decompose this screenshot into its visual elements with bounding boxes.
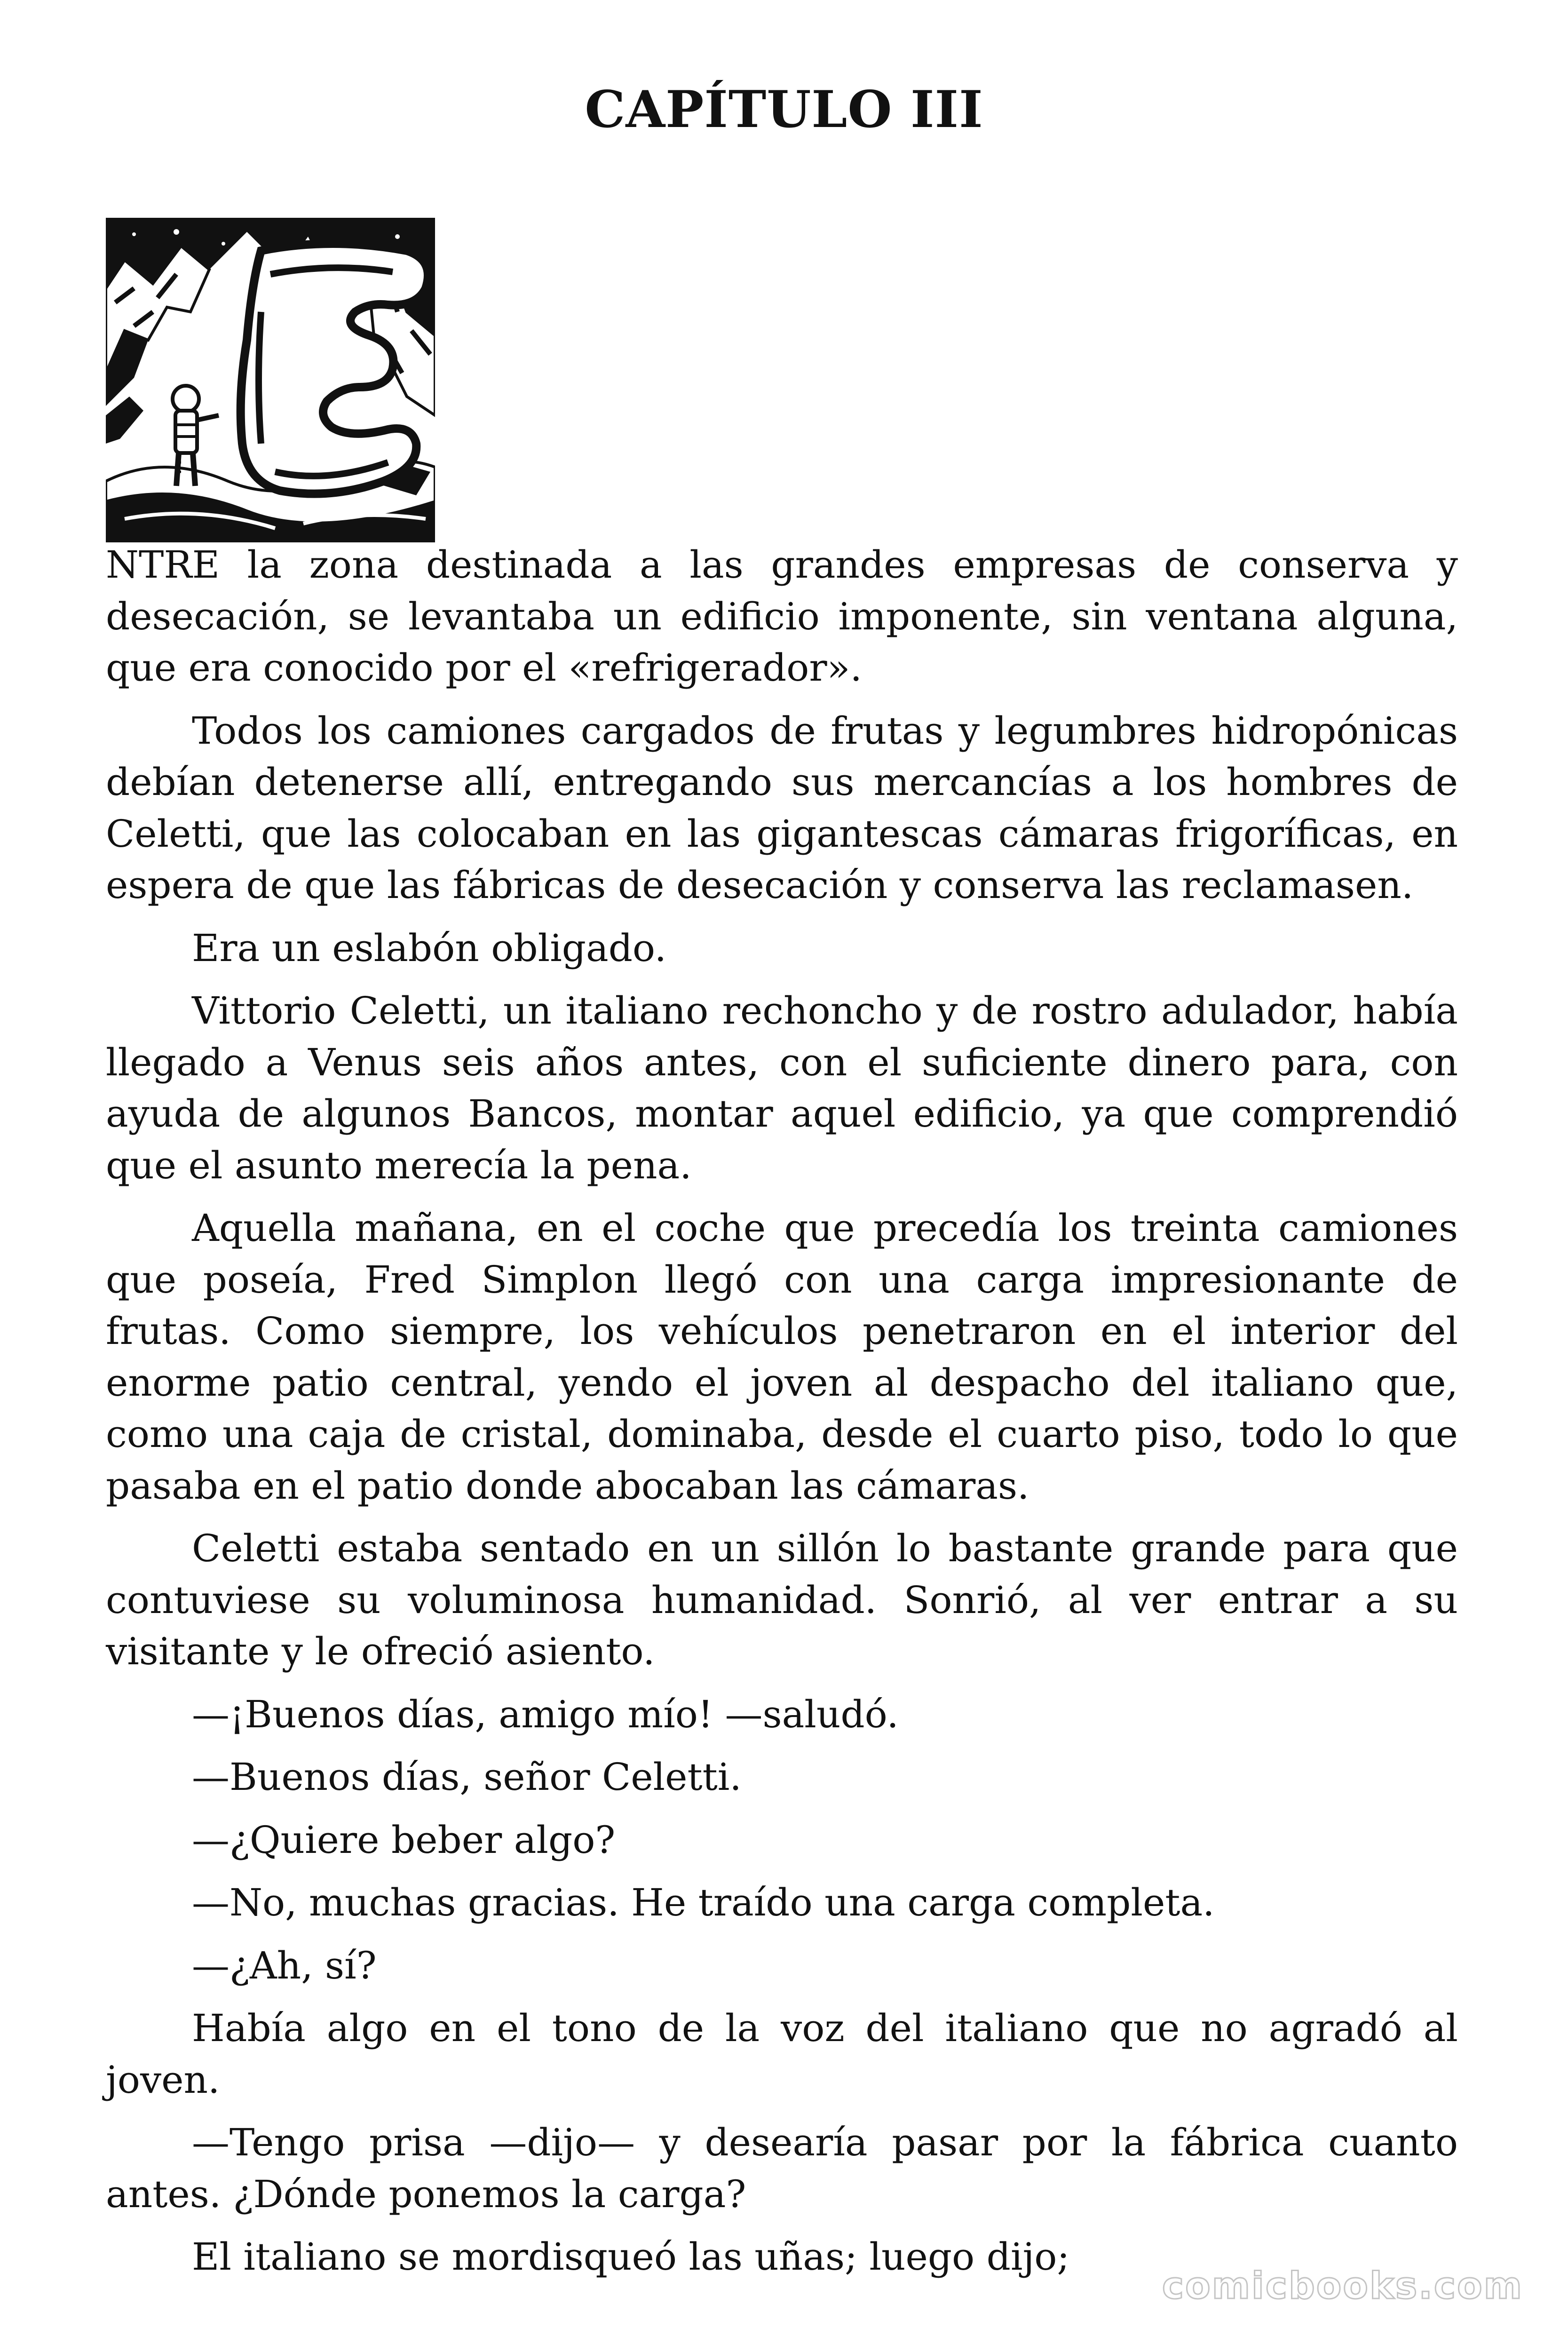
dialogue-line: —¿Quiere beber algo? [192,1818,616,1862]
paragraph: El italiano se mordisqueó las uñas; luego dijo; [192,2235,1070,2279]
paragraph: NTRE la zona destinada a las grandes empresas de conserva y desecación, se levantaba un edificio imponente, sin ventana alguna, que era conocido por el «refrigerador». [106,543,1458,690]
paragraph: Vittorio Celetti, un italiano rechoncho y de rostro adulador, había llegado a Venus seis años antes, con el suficiente dinero para, con ayuda de algunos Bancos, montar aquel edificio, ya que comprendió que el asunto merecía la pena. [106,989,1458,1187]
paragraph: Aquella mañana, en el coche que precedía los treinta camiones que poseía, Fred Simplon llegó con una carga impresionante de frutas. Como siempre, los vehículos penetraron en el interior del enorme patio central, yendo el joven al despacho del italiano que, como una caja de cristal, dominaba, desde el cuarto piso, todo lo que pasaba en el patio donde abocaban las cámaras. [106,1206,1458,1508]
watermark: comicbooks.com [1162,2265,1523,2307]
body-text [106,539,1458,2294]
paragraph: Era un eslabón obligado. [192,926,667,970]
paragraph: Todos los camiones cargados de frutas y legumbres hidropónicas debían detenerse allí, entregando sus mercancías a los hombres de Celetti, que las colocaban en las gigantescas cámaras frigoríficas, en espera de que las fábricas de desecación y conserva las reclamasen. [106,708,1458,907]
dialogue-line: —No, muchas gracias. He traído una carga completa. [192,1881,1215,1924]
dialogue-line: —Tengo prisa —dijo— y desearía pasar por la fábrica cuanto antes. ¿Dónde ponemos la carga? [106,2121,1458,2216]
chapter-title: CAPÍTULO III [585,80,983,139]
dialogue-line: —¿Ah, sí? [192,1943,377,1987]
dropcap-illustration-e-icon [106,218,435,542]
paragraph: Celetti estaba sentado en un sillón lo bastante grande para que contuviese su voluminosa humanidad. Sonrió, al ver entrar a su visitante y le ofreció asiento. [106,1526,1458,1673]
paragraph: Había algo en el tono de la voz del italiano que no agradó al joven. [106,2006,1458,2102]
dialogue-line: —Buenos días, señor Celetti. [192,1755,742,1799]
dialogue-line: —¡Buenos días, amigo mío! —saludó. [192,1692,899,1736]
